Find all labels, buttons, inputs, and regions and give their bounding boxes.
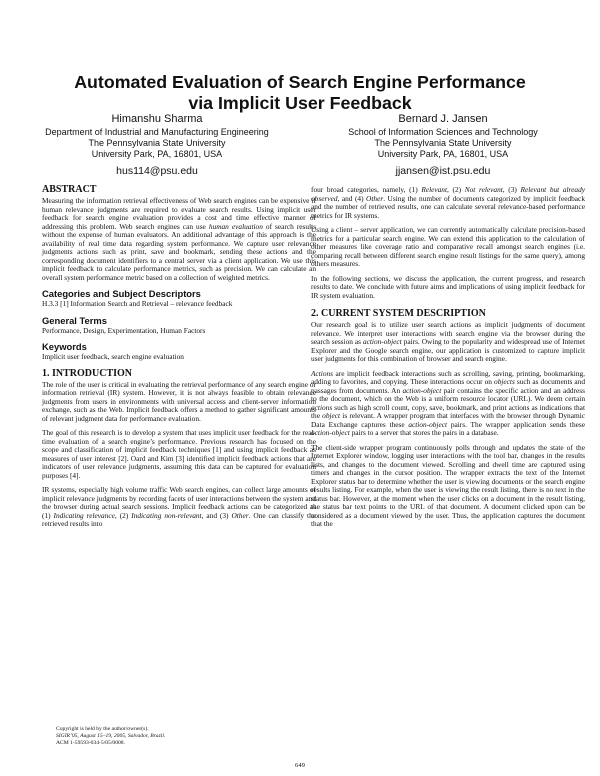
system-paragraph-2: Actions are implicit feedback interactions such as scrolling, saving, printing, bookmarking, adding to favorites, and copying. These interactions occur on objects such as documents and passages from documents. An action-object pair contains the specific action and an address to the document, which on the Web is a uniform resource locator (URL). We deem certain actions such as high scroll count, copy, save, bookmark, and print actions as indications that the object is relevant. A wrapper program that interfaces with the browser through Dynamic Data Exchange captures these action-object pairs. The wrapper application sends these action-object pairs to a server that stores the pairs in a database. bbox=[311, 368, 586, 437]
keywords-heading: Keywords bbox=[42, 341, 87, 352]
introduction-paragraph-6: In the following sections, we discuss the application, the current progress, and research results to date. We conclude with future aims and implications of using implicit feedback for IR system evaluation. bbox=[311, 273, 585, 300]
introduction-paragraph-4: four broad categories, namely, (1) Relevant, (2) Not relevant, (3) Relevant but already observed, and (4) Other. Using the number of documents categorized by implicit feedback and the number of retrieved results, one can calculate several relevance-based performance metrics for IR systems. bbox=[311, 185, 586, 220]
introduction-heading: 1. INTRODUCTION bbox=[42, 367, 133, 379]
author-university: The Pennsylvania State University bbox=[88, 138, 226, 149]
author-name: Himanshu Sharma bbox=[111, 113, 203, 125]
abstract-heading: ABSTRACT bbox=[42, 184, 97, 195]
system-description-heading: 2. CURRENT SYSTEM DESCRIPTION bbox=[311, 308, 486, 319]
author-name: Bernard J. Jansen bbox=[398, 113, 488, 125]
author-email: hus114@psu.edu bbox=[116, 164, 198, 177]
paper-title bbox=[40, 72, 560, 114]
general-terms-text: Performance, Design, Experimentation, Human Factors bbox=[42, 325, 206, 335]
abstract-text: Measuring the information retrieval effectiveness of Web search engines can be expensive if human relevance judgments are required to evaluate search results. Using implicit user feedback for search engine evaluation provides a cost and time effective manner of addressing this problem. Web search engines can use human evaluation of search results without the expense of human evaluators. An additional advantage of this approach is the availability of real time data regarding system performance. We capture user relevance judgments actions such as print, save and bookmark, sending these actions and the corresponding document identifiers to a central server via a client application. We use this implicit feedback to calculate performance metrics, such as precision. We can calculate an overall system performance metric based on a collection of weighted metrics. bbox=[42, 196, 317, 282]
copyright-footnote bbox=[56, 726, 296, 747]
author-department: School of Information Sciences and Technology bbox=[348, 127, 538, 137]
author-block-1 bbox=[22, 113, 292, 178]
system-paragraph-1: Our research goal is to utilize user search actions as implicit judgments of document relevance. We interpret user interactions with search engine via the browser during the search session as action-object pairs. Owing to the popularity and widespread use of Internet Explorer and the Google search engine, our application is customized to capture implicit user judgments for this combination of browser and search engine. bbox=[311, 320, 585, 363]
author-block-2 bbox=[308, 113, 578, 178]
author-university: The Pennsylvania State University bbox=[374, 138, 512, 149]
author-department: Department of Industrial and Manufacturing Engineering bbox=[45, 127, 269, 137]
left-column bbox=[42, 184, 316, 535]
footnote-line-3: ACM 1-59593-034-5/05/0008. bbox=[56, 739, 125, 746]
keywords-text: Implicit user feedback, search engine evaluation bbox=[42, 352, 184, 361]
introduction-paragraph-3: IR systems, especially high volume traffic Web search engines, can collect large amounts of implicit relevance judgments by recording facets of user interactions between the system and the browser during actual search sessions. Implicit feedback actions can be categorized as (1) Indicating relevance, (2) Indicating non-relevant, and (3) Other. One can classify the retrieved results into bbox=[42, 485, 317, 528]
system-paragraph-3: The client-side wrapper program continuously polls through and updates the state of the Internet Explorer window, logging user interactions with the tool bar, changes in the results lists, and changes to the document viewed. Scrolling and dwell time are captured using timers and changes in the cursor position. The wrapper extracts the text of the Internet Explorer status bar to determine whether the user is viewing documents or the search engine results listing. For example, when the user is viewing the result listing, there is no text in the status bar. However, at the moment when the user clicks on a document in the result listing, the status bar text points to the URL of that document. A document clicked upon can be considered as a document viewed by the user. Thus, the application captures the document that the bbox=[311, 442, 585, 528]
title-line-2: via Implicit User Feedback bbox=[188, 93, 412, 113]
introduction-paragraph-2: The goal of this research is to develop a system that uses implicit user feedback for the real-time evaluation of a search engine’s performance. Previous research has focused on the scope and classification of implicit feedback techniques [1] and using implicit feedback as measures of user interest [2]. Oard and Kim [3] identified implicit feedback actions that are indicators of user relevance judgments, assuming this data can be captured for evaluation purposes [4]. bbox=[42, 428, 316, 480]
right-column bbox=[311, 186, 585, 535]
introduction-paragraph-1: The role of the user is critical in evaluating the retrieval performance of any search engine or information retrieval (IR) system. However, it is not always feasible to obtain relevance judgments from users in environments with universal access and client-server information exchange, such as the Web. Implicit feedback offers a method to gather significant amounts of relevant judgment data for performance evaluation. bbox=[42, 379, 316, 423]
title-line-1: Automated Evaluation of Search Engine Performance bbox=[74, 72, 526, 92]
categories-text: H.3.3 [1] Information Search and Retrieval – relevance feedback bbox=[42, 299, 233, 308]
footnote-line-1: Copyright is held by the author/owner(s). bbox=[56, 726, 149, 732]
author-email: jjansen@ist.psu.edu bbox=[395, 164, 491, 177]
author-address: University Park, PA, 16801, USA bbox=[377, 149, 509, 160]
introduction-paragraph-5: Using a client – server application, we can currently automatically calculate precision-based metrics for a particular search engine. We can extend this application to the calculation of other measures like coverage ratio and comparative recall amongst search engines (i.e. comparing recall between different search engine result listings for the same query), among others measures. bbox=[311, 225, 585, 268]
general-terms-heading: General Terms bbox=[42, 314, 107, 326]
categories-heading: Categories and Subject Descriptors bbox=[42, 288, 201, 299]
author-address: University Park, PA, 16801, USA bbox=[91, 149, 223, 160]
page-number: 649 bbox=[295, 762, 305, 769]
footnote-line-2: SIGIR’05, August 15–19, 2005, Salvador, Brazil. bbox=[56, 732, 166, 739]
